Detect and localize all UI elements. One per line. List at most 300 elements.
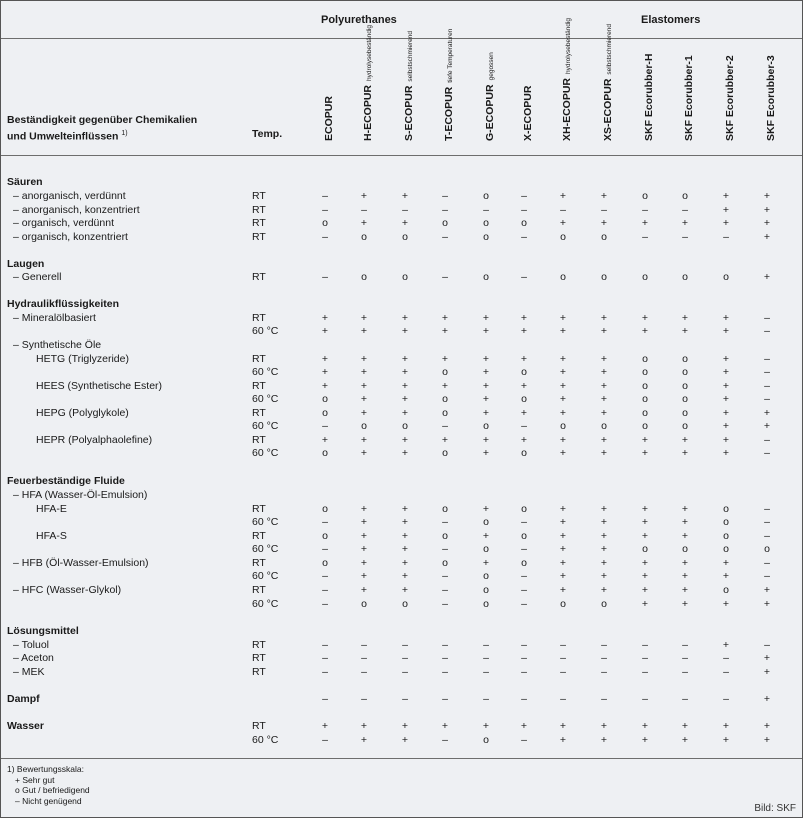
section-row [1,625,802,639]
rating-cell: + [763,204,771,216]
header-divider-bottom [1,155,802,156]
rating-cell: + [360,312,368,324]
rating-cell: – [442,584,448,596]
row-label: HEPR (Polyalphaolefine) [36,434,153,446]
rating-cell: o [521,530,527,542]
rating-cell: – [642,639,648,651]
rating-cell: o [322,217,328,229]
rating-cell: + [722,734,730,746]
temp-column-header: Temp. [252,128,283,140]
rating-cell: + [722,639,730,651]
rating-cell: + [482,366,490,378]
rating-cell: o [322,393,328,405]
rating-cell: + [321,720,329,732]
rating-cell: – [723,231,729,243]
rating-cell: o [601,231,607,243]
rating-cell: – [322,516,328,528]
rating-cell: + [722,312,730,324]
rating-cell: + [641,530,649,542]
table-row [1,407,802,421]
table-row [1,570,802,584]
rating-cell: + [600,557,608,569]
rating-cell: + [763,407,771,419]
rating-cell: + [600,720,608,732]
rating-cell: – [442,420,448,432]
rating-cell: – [483,639,489,651]
column-header-name: T-ECOPUR [443,86,455,141]
temperature-cell: RT [252,380,266,392]
rating-cell: – [442,666,448,678]
rating-cell: o [361,271,367,283]
legend-title: 1) Bewertungsskala: [7,764,85,774]
rating-cell: – [521,231,527,243]
rating-cell: – [442,231,448,243]
rating-cell: o [682,380,688,392]
rating-cell: – [361,666,367,678]
rating-cell: + [722,204,730,216]
rating-cell: – [601,204,607,216]
rating-cell: – [764,366,770,378]
table-row [1,639,802,653]
rating-cell: + [641,217,649,229]
rating-cell: + [722,407,730,419]
rating-cell: o [601,598,607,610]
rating-cell: o [682,271,688,283]
rating-cell: + [681,598,689,610]
rating-cell: + [441,434,449,446]
rating-cell: o [723,530,729,542]
rating-cell: o [682,190,688,202]
rating-cell: – [764,530,770,542]
row-label: – anorganisch, verdünnt [13,190,126,202]
rating-cell: o [442,393,448,405]
temperature-cell: RT [252,231,266,243]
rating-cell: + [482,720,490,732]
rating-cell: – [521,652,527,664]
rating-cell: – [322,652,328,664]
row-label: – organisch, konzentriert [13,231,128,243]
rating-cell: + [401,570,409,582]
rating-cell: o [483,516,489,528]
rating-cell: – [601,639,607,651]
rating-cell: + [482,434,490,446]
rating-cell: – [682,666,688,678]
rating-cell: + [722,366,730,378]
rating-cell: – [402,639,408,651]
column-header-name: X-ECOPUR [522,85,534,141]
rating-cell: + [681,434,689,446]
section-label: Feuerbeständige Fluide [7,475,125,487]
rating-cell: + [641,734,649,746]
rating-cell: + [763,734,771,746]
temperature-cell: RT [252,720,266,732]
rating-cell: + [763,217,771,229]
rating-cell: – [521,584,527,596]
rating-cell: – [322,543,328,555]
rating-cell: + [681,217,689,229]
section-label: Dampf [7,693,40,705]
temperature-cell: RT [252,639,266,651]
column-header-name: XH-ECOPUR [561,77,573,141]
rating-cell: + [763,598,771,610]
rating-cell: – [442,190,448,202]
rating-cell: + [360,584,368,596]
temperature-cell: 60 °C [252,325,279,337]
rating-cell: – [442,570,448,582]
rating-cell: + [401,325,409,337]
rating-cell: o [642,380,648,392]
rating-cell: + [559,393,567,405]
table-row [1,393,802,407]
rating-cell: + [559,720,567,732]
rating-cell: – [521,516,527,528]
rating-cell: + [401,503,409,515]
row-label: – MEK [13,666,45,678]
rating-cell: – [764,570,770,582]
rating-cell: + [763,693,771,705]
rating-cell: + [482,353,490,365]
rating-cell: + [441,325,449,337]
rating-cell: + [681,557,689,569]
temperature-cell: RT [252,271,266,283]
rating-cell: o [642,407,648,419]
rating-cell: – [521,420,527,432]
section-label: Lösungsmittel [7,625,79,637]
rating-cell: – [682,639,688,651]
rating-cell: + [600,366,608,378]
rating-cell: o [483,584,489,596]
temperature-cell: RT [252,407,266,419]
table-header-label [7,114,197,144]
rating-cell: o [442,407,448,419]
rating-cell: + [641,325,649,337]
rating-cell: + [722,353,730,365]
table-row [1,557,802,571]
rating-cell: + [559,380,567,392]
rating-cell: + [681,570,689,582]
rating-cell: + [600,516,608,528]
rating-cell: o [442,366,448,378]
rating-cell: – [764,557,770,569]
rating-cell: – [442,652,448,664]
rating-cell: + [559,734,567,746]
table-row [1,530,802,544]
rating-cell: + [520,312,528,324]
rating-cell: + [401,720,409,732]
rating-cell: + [360,570,368,582]
rating-cell: + [600,217,608,229]
rating-cell: o [402,271,408,283]
rating-cell: o [322,557,328,569]
rating-cell: o [322,503,328,515]
rating-cell: – [521,570,527,582]
rating-cell: – [521,598,527,610]
rating-cell: + [559,353,567,365]
rating-cell: + [763,666,771,678]
rating-cell: – [361,693,367,705]
rating-cell: + [360,217,368,229]
rating-cell: o [723,584,729,596]
rating-cell: o [402,231,408,243]
legend-item: – Nicht genügend [15,795,82,806]
rating-cell: – [322,639,328,651]
rating-cell: – [764,353,770,365]
rating-cell: o [442,557,448,569]
rating-cell: – [361,204,367,216]
table-row [1,598,802,612]
temperature-cell: RT [252,503,266,515]
rating-cell: o [402,420,408,432]
rating-cell: o [521,393,527,405]
rating-cell: o [682,543,688,555]
rating-cell: + [559,503,567,515]
rating-cell: + [681,584,689,596]
rating-cell: o [442,530,448,542]
rating-cell: – [521,543,527,555]
rating-cell: + [482,312,490,324]
rating-cell: + [559,325,567,337]
table-bottom-divider [1,758,802,759]
rating-cell: – [764,312,770,324]
rating-cell: o [483,543,489,555]
rating-cell: o [642,543,648,555]
rating-cell: – [521,734,527,746]
rating-cell: o [361,231,367,243]
rating-cell: o [483,190,489,202]
rating-cell: – [402,204,408,216]
rating-cell: o [521,217,527,229]
group-header-polyurethanes: Polyurethanes [321,14,397,26]
column-header-name: SKF Ecorubber-1 [683,55,695,141]
rating-cell: + [600,503,608,515]
temperature-cell: 60 °C [252,420,279,432]
rating-cell: – [442,639,448,651]
rating-cell: + [360,447,368,459]
rating-cell: o [682,366,688,378]
rating-cell: – [402,693,408,705]
rating-cell: + [559,584,567,596]
row-label: HEPG (Polyglykole) [36,407,129,419]
rating-cell: + [722,720,730,732]
rating-cell: – [642,652,648,664]
rating-cell: – [521,204,527,216]
rating-cell: + [360,516,368,528]
rating-cell: + [600,325,608,337]
column-header-name: SKF Ecorubber-H [643,53,655,141]
section-label: Laugen [7,258,45,270]
rating-cell: – [322,231,328,243]
rating-cell: o [560,271,566,283]
rating-cell: – [560,666,566,678]
rating-cell: – [560,693,566,705]
rating-cell: + [600,447,608,459]
temperature-cell: 60 °C [252,598,279,610]
table-header-label-line1: Beständigkeit gegenüber Chemikalien [7,114,198,126]
row-label: HETG (Triglyzeride) [36,353,129,365]
rating-cell: + [559,570,567,582]
column-header-subtitle: hydrolysebeständig [366,24,373,81]
rating-cell: o [601,420,607,432]
rating-cell: + [441,380,449,392]
rating-cell: o [322,407,328,419]
column-header-subtitle: tiefe Temperaturen [447,28,454,83]
legend-item: + Sehr gut [15,774,55,785]
temperature-cell: 60 °C [252,366,279,378]
rating-cell: + [600,543,608,555]
rating-cell: + [722,434,730,446]
rating-cell: + [401,557,409,569]
rating-cell: + [722,325,730,337]
table-row [1,420,802,434]
rating-cell: + [401,190,409,202]
row-label: – Synthetische Öle [13,339,102,351]
rating-cell: + [763,231,771,243]
rating-cell: + [722,598,730,610]
rating-cell: – [322,734,328,746]
row-label: HFA-S [36,530,67,542]
rating-cell: – [521,693,527,705]
row-label: – Aceton [13,652,54,664]
column-header-subtitle: selbstschmierend [606,23,613,75]
column-header-subtitle: hydrolysebeständig [565,17,572,74]
rating-cell: o [723,503,729,515]
rating-cell: – [642,204,648,216]
rating-cell: + [722,217,730,229]
rating-cell: – [521,666,527,678]
rating-cell: + [360,503,368,515]
column-header-name: SKF Ecorubber-3 [765,55,777,141]
table-row [1,447,802,461]
column-header-subtitle: gegossen [488,52,495,81]
rating-cell: – [322,693,328,705]
rating-cell: o [723,516,729,528]
rating-cell: + [321,380,329,392]
row-label: HFA-E [36,503,67,515]
rating-cell: – [764,639,770,651]
column-header-name: SKF Ecorubber-2 [724,55,736,141]
rating-cell: o [642,353,648,365]
rating-cell: + [641,557,649,569]
rating-cell: + [360,407,368,419]
rating-cell: – [402,652,408,664]
rating-cell: + [722,190,730,202]
temperature-cell: RT [252,530,266,542]
row-label: – Generell [13,271,62,283]
rating-cell: + [681,516,689,528]
rating-cell: o [642,366,648,378]
rating-cell: + [482,447,490,459]
temperature-cell: RT [252,434,266,446]
temperature-cell: RT [252,204,266,216]
rating-cell: + [641,720,649,732]
section-row [1,693,802,707]
rating-cell: o [322,447,328,459]
rating-cell: – [521,639,527,651]
rating-cell: + [441,312,449,324]
rating-cell: + [600,734,608,746]
rating-cell: + [722,570,730,582]
rating-cell: – [764,325,770,337]
table-row [1,339,802,353]
section-label: Hydraulikflüssigkeiten [7,298,120,310]
rating-cell: o [521,557,527,569]
temperature-cell: RT [252,190,266,202]
footnote-ref: 1) [121,130,128,137]
image-credit: Bild: SKF [754,803,796,814]
rating-cell: + [520,720,528,732]
rating-cell: + [641,584,649,596]
rating-cell: + [401,312,409,324]
rating-cell: + [641,434,649,446]
rating-cell: o [361,598,367,610]
rating-cell: + [482,380,490,392]
rating-cell: + [321,312,329,324]
rating-cell: + [520,434,528,446]
rating-cell: + [360,720,368,732]
rating-cell: + [681,503,689,515]
rating-cell: + [520,353,528,365]
rating-cell: + [641,447,649,459]
rating-cell: – [442,693,448,705]
rating-cell: + [360,366,368,378]
rating-cell: – [442,734,448,746]
rating-cell: o [601,271,607,283]
rating-cell: + [763,720,771,732]
rating-cell: – [322,420,328,432]
rating-cell: + [360,734,368,746]
table-row [1,190,802,204]
rating-cell: + [559,516,567,528]
rating-cell: + [360,557,368,569]
table-row [1,503,802,517]
rating-cell: + [763,584,771,596]
rating-cell: + [360,190,368,202]
rating-cell: – [322,204,328,216]
rating-cell: o [642,393,648,405]
row-label: – HFB (Öl-Wasser-Emulsion) [13,557,149,569]
rating-cell: + [600,353,608,365]
table-row [1,380,802,394]
temperature-cell: RT [252,312,266,324]
rating-cell: – [560,204,566,216]
rating-cell: o [483,271,489,283]
rating-cell: o [483,217,489,229]
rating-cell: o [361,420,367,432]
table-row [1,584,802,598]
rating-cell: o [483,231,489,243]
rating-cell: + [401,353,409,365]
rating-cell: + [360,353,368,365]
table-row [1,666,802,680]
temperature-cell: 60 °C [252,447,279,459]
rating-cell: + [482,530,490,542]
temperature-cell: RT [252,557,266,569]
column-header-name: G-ECOPUR [484,84,496,141]
rating-cell: + [722,393,730,405]
rating-cell: + [600,407,608,419]
temperature-cell: 60 °C [252,570,279,582]
rating-cell: – [521,190,527,202]
rating-cell: – [601,666,607,678]
rating-cell: + [600,190,608,202]
rating-cell: o [560,598,566,610]
rating-cell: o [723,271,729,283]
rating-cell: + [600,312,608,324]
rating-cell: + [722,557,730,569]
rating-cell: + [600,584,608,596]
rating-cell: + [401,434,409,446]
rating-cell: – [361,652,367,664]
